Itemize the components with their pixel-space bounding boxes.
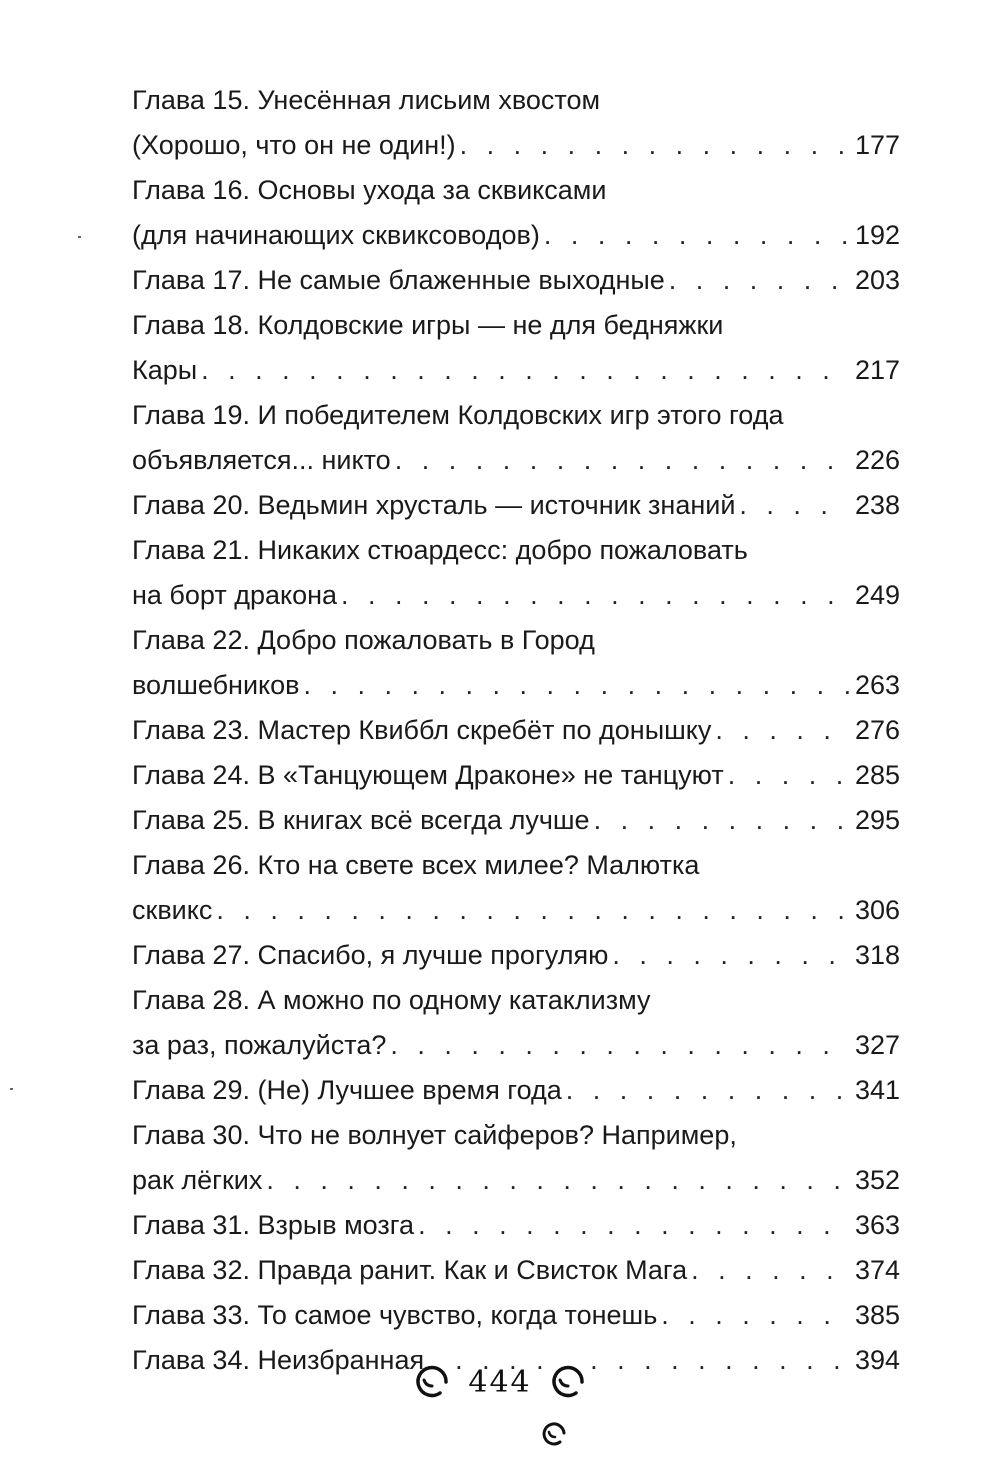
dot-leader — [201, 348, 849, 393]
toc-entry-last-line — [132, 1293, 900, 1338]
dot-leader — [691, 1248, 849, 1293]
toc-entry-title-line: Глава 31. Взрыв мозга — [132, 1210, 415, 1240]
toc-entry-title-line: Глава 28. А можно по одному катаклизму — [132, 985, 651, 1015]
toc-entry-title-line: Глава 25. В книгах всё всегда лучше — [132, 805, 590, 835]
dot-leader — [728, 753, 849, 798]
toc-entry-page-number: 226 — [854, 445, 900, 475]
toc-entry-page-number: 374 — [854, 1255, 900, 1285]
toc-entry-title-line: Глава 29. (Не) Лучшее время года — [132, 1075, 562, 1105]
dot-leader — [266, 1158, 849, 1203]
toc-entry — [132, 168, 900, 258]
toc-entry — [132, 708, 900, 753]
toc-entry — [132, 303, 900, 393]
dot-leader — [594, 798, 849, 843]
toc-entry-page-number: 295 — [854, 805, 900, 835]
toc-entry-page-number: 327 — [854, 1030, 900, 1060]
toc-entry — [132, 483, 900, 528]
toc-entry-last-line — [132, 123, 900, 168]
toc-entry-title-line: сквикс — [132, 895, 213, 925]
dot-leader — [216, 888, 849, 933]
dot-leader — [304, 663, 849, 708]
toc-entry-page-number: 341 — [854, 1075, 900, 1105]
toc-entry — [132, 1248, 900, 1293]
toc-entry-page-number: 276 — [854, 715, 900, 745]
toc-entry-title-line: (Хорошо, что он не один!) — [132, 130, 456, 160]
toc-entry-last-line — [132, 483, 900, 528]
dot-leader — [612, 933, 849, 978]
toc-entry — [132, 843, 900, 933]
toc-entry-title-line: Глава 33. То самое чувство, когда тонешь — [132, 1300, 658, 1330]
toc-entry — [132, 78, 900, 168]
toc-entry-last-line — [132, 708, 900, 753]
dot-leader — [566, 1068, 849, 1113]
dot-leader — [395, 438, 849, 483]
toc-entry-page-number: 203 — [854, 265, 900, 295]
toc-entry-last-line — [132, 258, 900, 303]
dot-leader — [341, 573, 849, 618]
toc-entry-page-number: 352 — [854, 1165, 900, 1195]
toc-entry-page-number: 394 — [854, 1345, 900, 1375]
toc-entry-page-number: 385 — [854, 1300, 900, 1330]
toc-entry — [132, 1113, 900, 1203]
toc-entry-last-line — [132, 1068, 900, 1113]
toc-entry-title-line: объявляется... никто — [132, 445, 391, 475]
toc-entry-title-line: волшебников — [132, 670, 300, 700]
toc-entry-title-line: Глава 24. В «Танцующем Драконе» не танцуют — [132, 760, 724, 790]
toc-entry-title-line: Глава 22. Добро пожаловать в Город — [132, 625, 595, 655]
toc-entry-page-number: 217 — [854, 355, 900, 385]
toc-entry-last-line — [132, 753, 900, 798]
dot-leader — [739, 483, 849, 528]
toc-entry-page-number: 306 — [854, 895, 900, 925]
toc-entry-last-line — [132, 438, 900, 483]
page-number: 444 — [468, 1364, 532, 1400]
dot-leader — [544, 213, 849, 258]
toc-entry-last-line — [132, 1158, 900, 1203]
scan-speck — [78, 236, 81, 238]
toc-entry-title-line: Глава 34. Неизбранная — [132, 1345, 425, 1375]
toc-entry — [132, 753, 900, 798]
toc-entry-page-number: 238 — [854, 490, 900, 520]
page-folio — [0, 1360, 1000, 1404]
swirl-ornament-left-icon — [410, 1360, 454, 1404]
swirl-ornament-right-icon — [546, 1360, 590, 1404]
toc-entry — [132, 258, 900, 303]
toc-entry-title-line: Глава 20. Ведьмин хрусталь — источник знаний — [132, 490, 736, 520]
toc-entry — [132, 1203, 900, 1248]
toc-entry-page-number: 363 — [854, 1210, 900, 1240]
toc-entry-title-line: Кары — [132, 355, 198, 385]
toc-entry-title-line: Глава 30. Что не волнует сайферов? Например, — [132, 1120, 737, 1150]
toc-entry-title-line: (для начинающих сквиксоводов) — [132, 220, 540, 250]
toc-entry-page-number: 285 — [854, 760, 900, 790]
toc-entry-title-line: Глава 17. Не самые блаженные выходные — [132, 265, 665, 295]
dot-leader — [460, 123, 849, 168]
toc-entry-page-number: 318 — [854, 940, 900, 970]
dot-leader — [418, 1203, 849, 1248]
toc-entry-last-line — [132, 888, 900, 933]
toc-entry-last-line — [132, 663, 900, 708]
dot-leader — [661, 1293, 849, 1338]
toc-entry-title-line: Глава 23. Мастер Квиббл скребёт по донышку — [132, 715, 712, 745]
toc-entry — [132, 393, 900, 483]
toc-entry-last-line — [132, 1023, 900, 1068]
toc-entry-title-line: Глава 15. Унесённая лисьим хвостом — [132, 85, 601, 115]
toc-entry — [132, 528, 900, 618]
toc-entry-title-line: Глава 26. Кто на свете всех милее? Малютка — [132, 850, 700, 880]
toc-entry-last-line — [132, 933, 900, 978]
toc-entry-last-line — [132, 348, 900, 393]
scan-speck — [10, 1088, 13, 1090]
dot-leader — [715, 708, 849, 753]
dot-leader — [669, 258, 849, 303]
toc-entry — [132, 1068, 900, 1113]
toc-entry-page-number: 249 — [854, 580, 900, 610]
toc-entry-title-line: Глава 19. И победителем Колдовских игр этого года — [132, 400, 784, 430]
toc-entry-last-line — [132, 573, 900, 618]
toc-entry-last-line — [132, 1203, 900, 1248]
toc-entry-last-line — [132, 1248, 900, 1293]
toc-entry — [132, 978, 900, 1068]
toc-entry-last-line — [132, 213, 900, 258]
toc-list — [132, 78, 900, 1383]
toc-entry-title-line: Глава 32. Правда ранит. Как и Свисток Мага — [132, 1255, 688, 1285]
toc-entry-title-line: рак лёгких — [132, 1165, 263, 1195]
table-of-contents — [132, 78, 900, 1383]
toc-entry-page-number: 192 — [854, 220, 900, 250]
toc-entry-title-line: Глава 21. Никаких стюардесс: добро пожаловать — [132, 535, 748, 565]
toc-entry — [132, 798, 900, 843]
toc-entry — [132, 618, 900, 708]
toc-entry-title-line: за раз, пожалуйста? — [132, 1030, 387, 1060]
toc-entry — [132, 933, 900, 978]
toc-entry-page-number: 177 — [854, 130, 900, 160]
swirl-ornament-bottom-icon — [538, 1418, 570, 1450]
toc-entry-page-number: 263 — [854, 670, 900, 700]
toc-entry-title-line: Глава 27. Спасибо, я лучше прогуляю — [132, 940, 609, 970]
toc-entry — [132, 1293, 900, 1338]
toc-entry-title-line: Глава 18. Колдовские игры — не для бедняжки — [132, 310, 724, 340]
toc-entry-title-line: Глава 16. Основы ухода за сквиксами — [132, 175, 607, 205]
toc-entry-last-line — [132, 798, 900, 843]
dot-leader — [390, 1023, 849, 1068]
toc-entry-title-line: на борт дракона — [132, 580, 338, 610]
